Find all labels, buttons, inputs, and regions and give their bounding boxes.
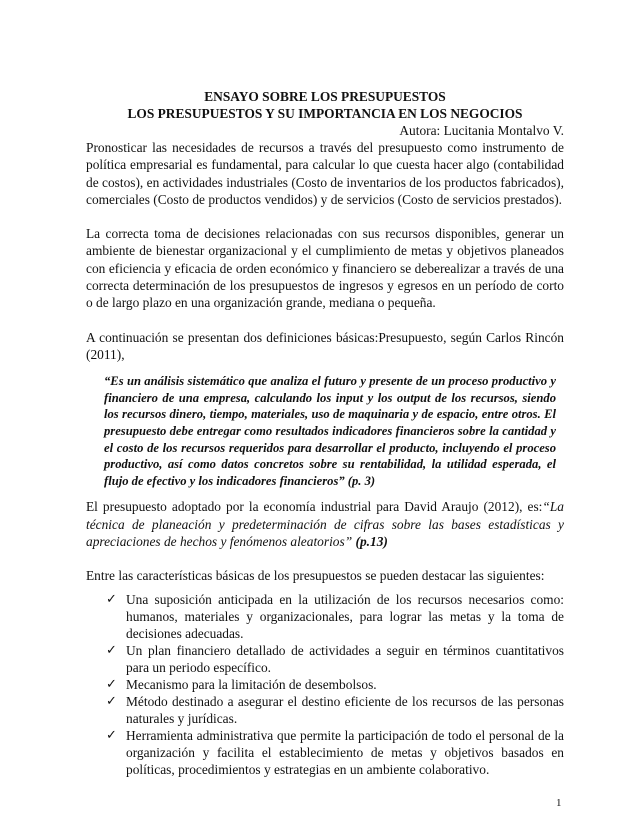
block-quote: “Es un análisis sistemático que analiza el futuro y presente de un proceso productivo y financiero de una empresa, calculando los input y los output de los recursos, siendo los recursos dinero, tiempo, materiales, uso de maquinaria y de espacio, entre otros. El presupuesto debe entregar como resultados indicadores financieros sobre la cantidad y el costo de los recursos requeridos para desarrollar el producto, incluyendo el proceso productivo, así como datos concretos sobre su rentabilidad, la utilidad esperada, el flujo de efectivo y los indicadores financieros” (p. 3) bbox=[104, 374, 556, 488]
document-subtitle: LOS PRESUPUESTOS Y SU IMPORTANCIA EN LOS NEGOCIOS bbox=[127, 106, 523, 121]
paragraph-4-quote: “La técnica de planeación y predeterminación de cifras sobre las bases estadísticas y apreciaciones de hechos y fenómenos aleatorios” bbox=[86, 499, 564, 550]
checkmark-icon: ✓ bbox=[106, 727, 117, 743]
document-title: ENSAYO SOBRE LOS PRESUPUESTOS bbox=[204, 89, 446, 104]
document-body bbox=[86, 88, 564, 778]
author-line: Autora: Lucitania Montalvo V. bbox=[399, 123, 564, 138]
list-item-text: Una suposición anticipada en la utilización de los recursos necesarios como: humanos, materiales y organizacionales, para lograr las metas y la toma de decisiones adecuadas. bbox=[126, 591, 564, 641]
paragraph-4-citation: (p.13) bbox=[352, 534, 388, 550]
paragraph-2: La correcta toma de decisiones relacionadas con sus recursos disponibles, generar un ambiente de bienestar organizacional y el cumplimiento de metas y objetivos planeados con eficiencia y eficacia de orden económico y financiero se deberealizar a través de una correcta determinación de los presupuestos de ingresos y egresos en un período de corto o de largo plazo en una organización grande, mediana o pequeña. bbox=[86, 226, 564, 311]
list-item-text: Un plan financiero detallado de actividades a seguir en términos cuantitativos para un periodo específico. bbox=[126, 642, 564, 675]
list-item bbox=[86, 642, 564, 676]
list-item bbox=[86, 591, 564, 642]
list-item bbox=[86, 676, 564, 693]
characteristics-list bbox=[86, 591, 564, 778]
list-item bbox=[86, 693, 564, 727]
list-item-text: Mecanismo para la limitación de desembolsos. bbox=[126, 676, 377, 692]
checkmark-icon: ✓ bbox=[106, 642, 117, 658]
checkmark-icon: ✓ bbox=[106, 591, 117, 607]
checkmark-icon: ✓ bbox=[106, 693, 117, 709]
paragraph-4 bbox=[86, 498, 564, 550]
paragraph-5: Entre las características básicas de los presupuestos se pueden destacar las siguientes: bbox=[86, 568, 545, 584]
list-item bbox=[86, 727, 564, 778]
list-item-text: Herramienta administrativa que permite la participación de todo el personal de la organización y facilita el establecimiento de metas y objetivos basados en políticas, procedimientos y estrategias en un ambiente colaborativo. bbox=[126, 727, 564, 777]
paragraph-4-lead: El presupuesto adoptado por la economía industrial para David Araujo (2012), es: bbox=[86, 499, 543, 515]
list-item-text: Método destinado a asegurar el destino eficiente de los recursos de las personas naturales y jurídicas. bbox=[126, 693, 564, 726]
checkmark-icon: ✓ bbox=[106, 676, 117, 692]
paragraph-3: A continuación se presentan dos definiciones básicas:Presupuesto, según Carlos Rincón (2011), bbox=[86, 329, 564, 362]
paragraph-1: Pronosticar las necesidades de recursos a través del presupuesto como instrumento de política empresarial es fundamental, para calcular lo que cuesta hacer algo (contabilidad de costos), en actividades industriales (Costo de inventarios de los productos fabricados), comerciales (Costo de productos vendidos) y de servicios (Costo de servicios prestados). bbox=[86, 140, 564, 207]
page-number: 1 bbox=[556, 797, 562, 809]
